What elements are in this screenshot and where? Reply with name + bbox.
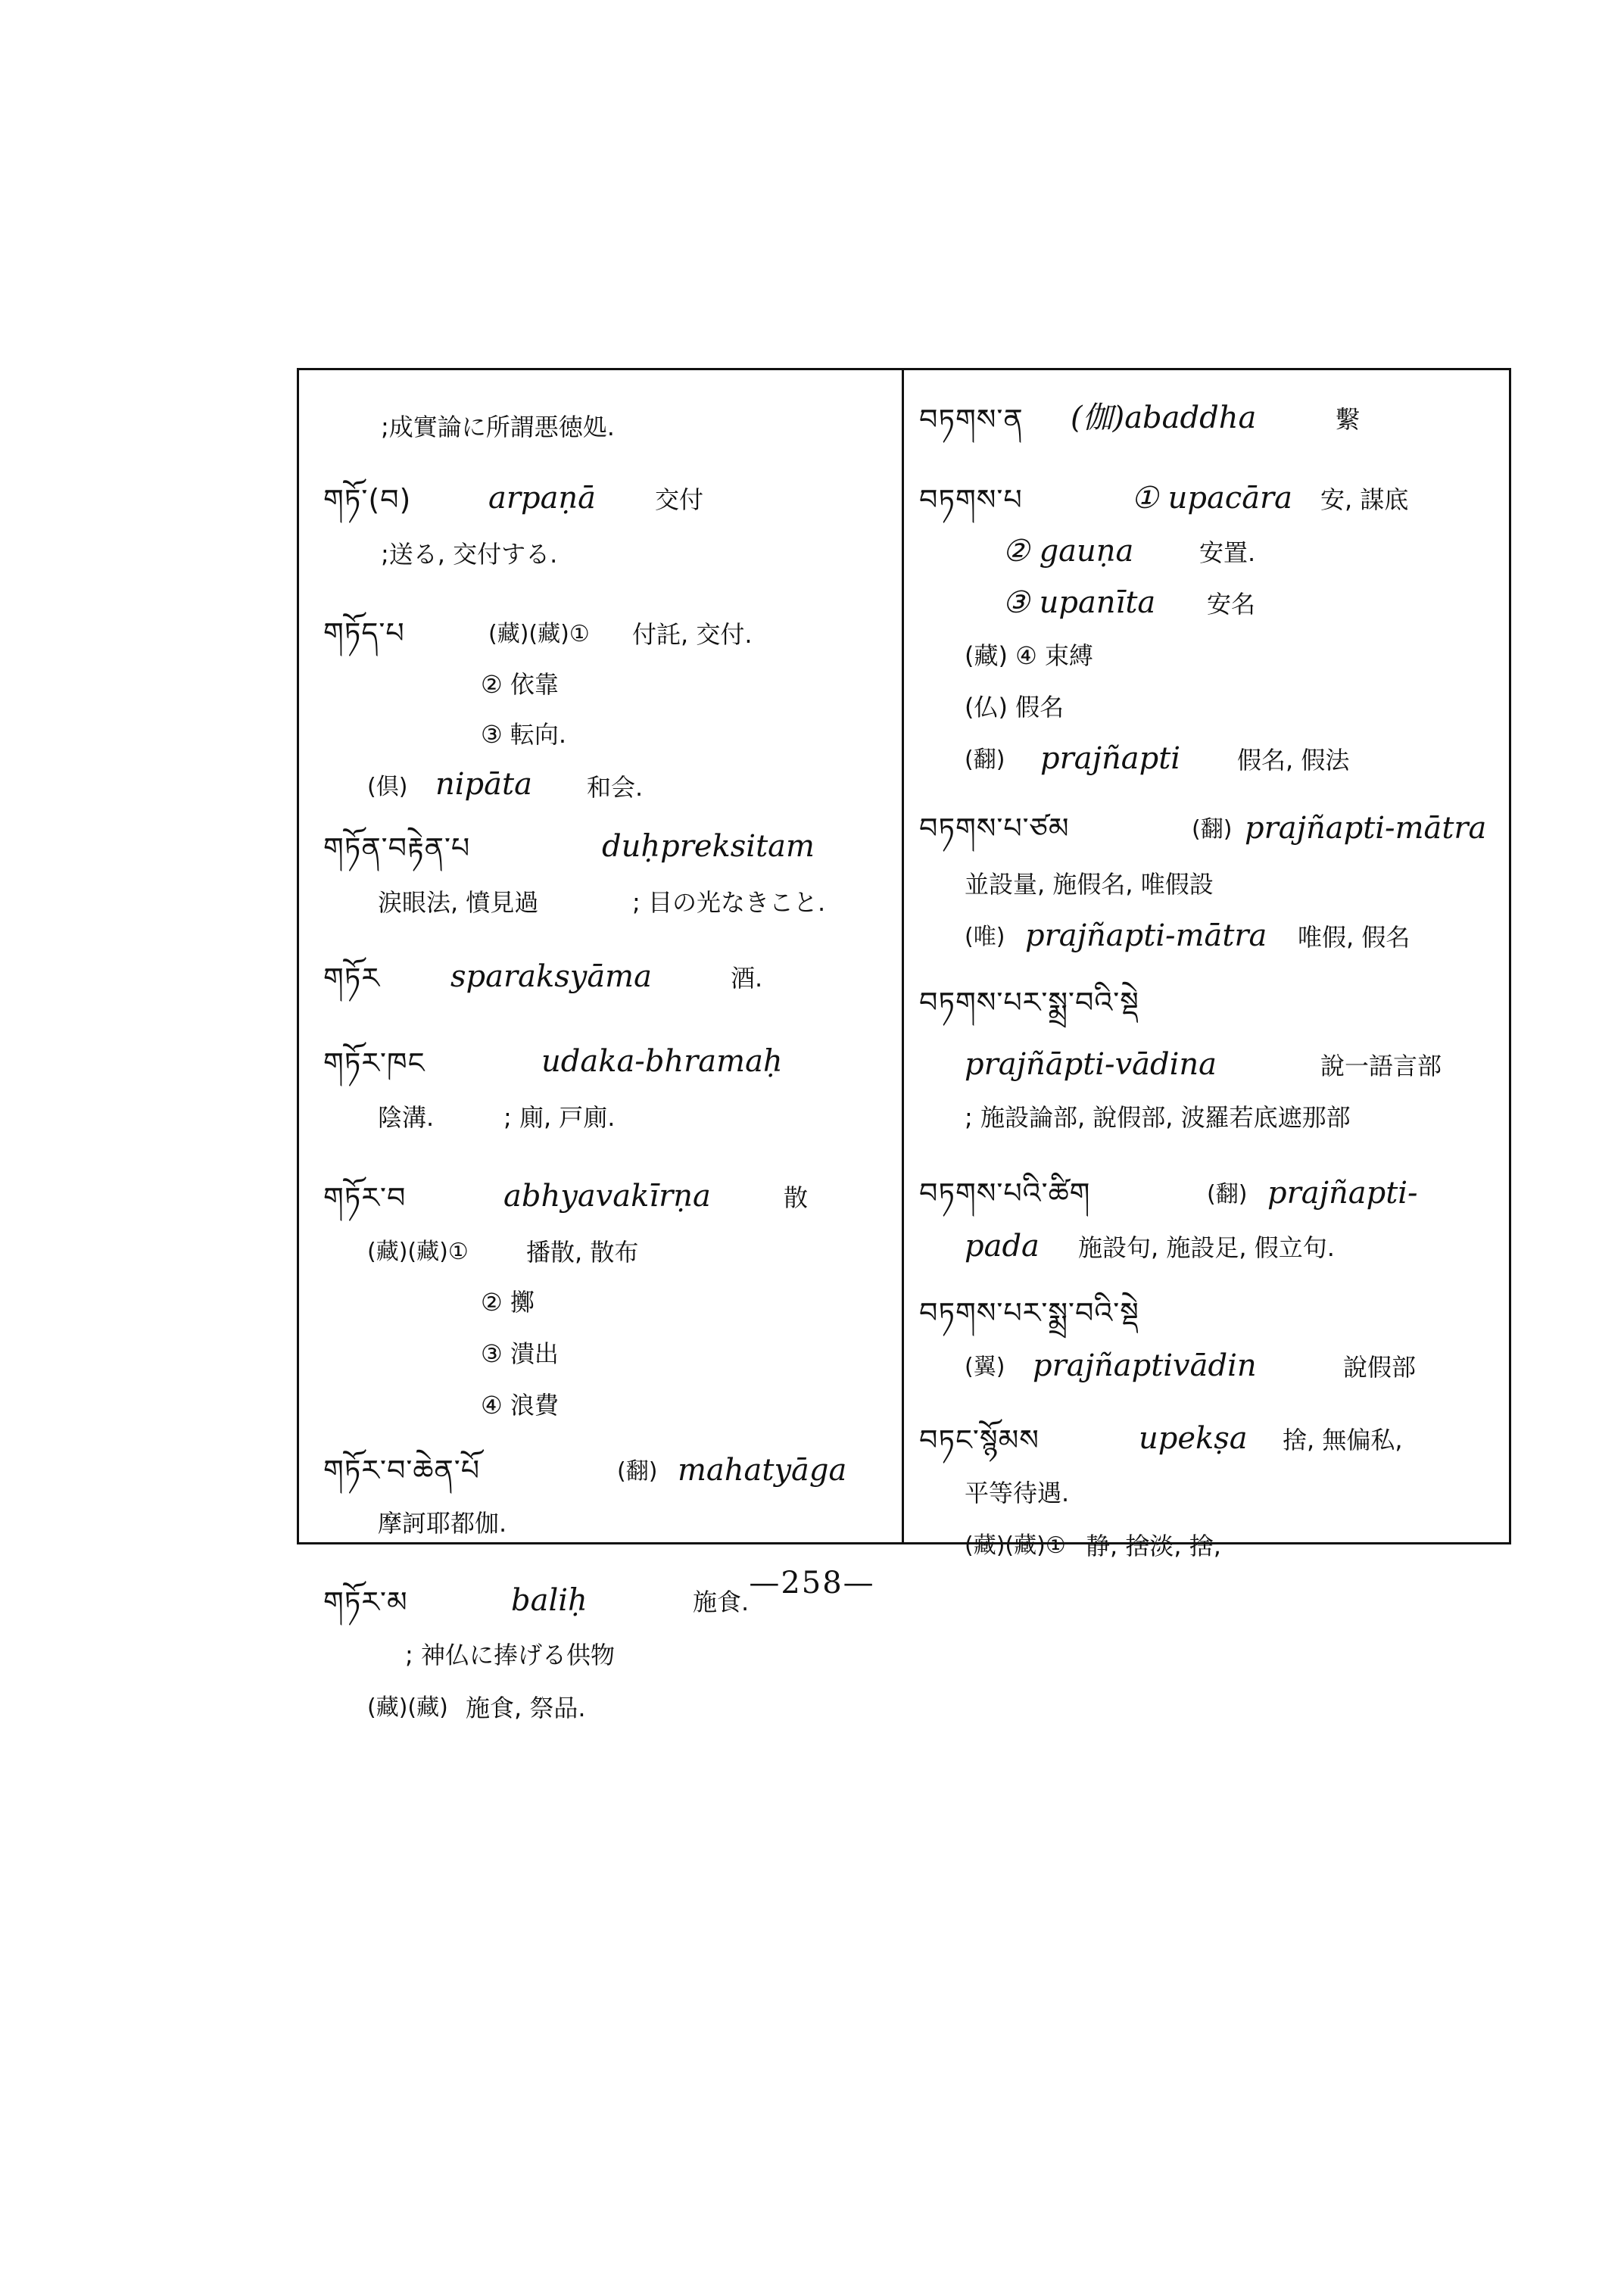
page-number: —258— xyxy=(749,1566,875,1601)
sanskrit-term: abhyavakīrṇa xyxy=(503,1179,711,1214)
gloss-text: (翻) xyxy=(965,746,1005,773)
gloss-text: 交付 xyxy=(655,485,704,514)
sanskrit-term: prajñāpti-vādina xyxy=(965,1047,1217,1082)
sanskrit-term: arpaṇā xyxy=(488,481,597,516)
gloss-text: 酒. xyxy=(731,964,763,993)
sanskrit-term: prajñaptivādin xyxy=(1033,1348,1257,1383)
gloss-text: (翻) xyxy=(617,1458,658,1485)
gloss-text: 唯假, 假名 xyxy=(1298,923,1410,952)
gloss-text: (藏)(藏)① xyxy=(367,1239,469,1265)
sanskrit-term: pada xyxy=(965,1229,1040,1264)
gloss-text: (翻) xyxy=(1192,816,1233,843)
sanskrit-term: ① upacāra xyxy=(1131,481,1293,516)
gloss-text: 平等待遇. xyxy=(965,1479,1070,1507)
gloss-text: 施設句, 施設足, 假立句. xyxy=(1078,1233,1335,1262)
gloss-text: 散 xyxy=(784,1183,809,1212)
gloss-text: 施食. xyxy=(693,1588,750,1616)
tibetan-headword: གཏོད་པ xyxy=(323,616,405,650)
gloss-text: 並設量, 施假名, 唯假設 xyxy=(965,870,1214,899)
sanskrit-term: duḥpreksitam xyxy=(602,829,815,864)
tibetan-headword: གཏོར་བ xyxy=(323,1181,407,1214)
gloss-text: 安名 xyxy=(1207,590,1256,619)
tibetan-headword: གཏོར་ཁང xyxy=(323,1046,425,1080)
gloss-text: 假名, 假法 xyxy=(1237,746,1350,775)
sanskrit-term: prajñapti xyxy=(1040,741,1181,776)
sanskrit-term: mahatyāga xyxy=(678,1453,847,1488)
gloss-text: ③ 潰出 xyxy=(481,1339,559,1368)
gloss-text: ② 依靠 xyxy=(481,670,559,699)
sanskrit-term: nipāta xyxy=(435,767,532,802)
tibetan-headword: གཏོར་བ་ཆེན་པོ xyxy=(323,1454,481,1487)
gloss-text: 繫 xyxy=(1336,405,1361,434)
tibetan-headword: གཏོར xyxy=(323,962,381,995)
gloss-text: (藏)(藏)① xyxy=(965,1532,1066,1559)
gloss-text: 静, 捨淡, 捨, xyxy=(1086,1532,1221,1560)
tibetan-headword: བཏང་སྙོམས xyxy=(919,1423,1040,1457)
right-column xyxy=(904,370,1509,1560)
gloss-text: ; 施設論部, 說假部, 波羅若底遮那部 xyxy=(965,1103,1351,1132)
gloss-text: 摩訶耶都伽. xyxy=(378,1509,507,1538)
gloss-text: 說一語言部 xyxy=(1320,1052,1442,1080)
gloss-text: 和会. xyxy=(587,773,644,802)
gloss-text: (仏) 假名 xyxy=(965,693,1064,722)
gloss-text: 付託, 交付. xyxy=(632,620,753,649)
gloss-text: 說假部 xyxy=(1343,1353,1417,1382)
tibetan-headword: བཏགས་པར་སྨྲ་བའི་སྡེ xyxy=(919,986,1139,1019)
tibetan-headword: གཏོར་མ xyxy=(323,1585,408,1619)
gloss-text: ; 神仏に捧げる供物 xyxy=(405,1641,615,1669)
gloss-text: ④ 浪費 xyxy=(481,1391,559,1420)
gloss-text: 安, 謀底 xyxy=(1320,485,1409,514)
sanskrit-term: prajñapti-mātra xyxy=(1025,918,1267,953)
gloss-text: (翻) xyxy=(1207,1181,1248,1208)
gloss-text: (藏) ④ 束縛 xyxy=(965,641,1094,670)
sanskrit-term: (伽)abaddha xyxy=(1071,401,1257,435)
gloss-text: 安置. xyxy=(1199,538,1256,567)
gloss-text: 陰溝. xyxy=(378,1103,435,1132)
gloss-text: ② 擲 xyxy=(481,1288,535,1317)
tibetan-headword: བཏགས་པར་སྨྲ་བའི་སྡེ xyxy=(919,1296,1139,1329)
sanskrit-term: sparaksyāma xyxy=(450,959,652,994)
sanskrit-term: prajñapti- xyxy=(1267,1176,1418,1211)
sanskrit-term: prajñapti-mātra xyxy=(1245,811,1487,846)
tibetan-headword: བཏགས་པ xyxy=(919,483,1023,516)
sanskrit-term: baliḥ xyxy=(511,1583,588,1618)
gloss-text: (唯) xyxy=(965,924,1005,950)
gloss-text: (翼) xyxy=(965,1354,1005,1380)
sanskrit-term: upekṣa xyxy=(1139,1421,1248,1456)
gloss-text: (藏)(藏) xyxy=(367,1694,448,1721)
gloss-text: ;送る, 交付する. xyxy=(381,540,558,569)
tibetan-headword: བཏགས་པ་ཙམ xyxy=(919,812,1070,845)
gloss-text: ;成實論に所謂悪徳処. xyxy=(381,413,615,441)
gloss-text: 捨, 無偏私, xyxy=(1283,1426,1403,1454)
gloss-text: (藏)(藏)① xyxy=(488,621,590,647)
gloss-text: 涙眼法, 憤見過 xyxy=(378,888,539,917)
sanskrit-term: udaka-bhramaḥ xyxy=(541,1044,783,1079)
gloss-text: ③ 転向. xyxy=(481,720,567,749)
tibetan-headword: བཏགས་པའི་ཚིག xyxy=(919,1177,1091,1210)
gloss-text: 施食, 祭品. xyxy=(466,1694,586,1722)
tibetan-headword: གཏོ་(བ) xyxy=(323,483,412,516)
gloss-text: (倶) xyxy=(367,774,408,800)
sanskrit-term: ② gauṇa xyxy=(1002,534,1134,569)
sanskrit-term: ③ upanīta xyxy=(1002,585,1156,620)
tibetan-headword: བཏགས་ན xyxy=(919,403,1024,436)
gloss-text: 播散, 散布 xyxy=(526,1238,639,1267)
gloss-text: ; 廁, 戸廁. xyxy=(503,1103,616,1132)
tibetan-headword: གཏོན་བརྟེན་པ xyxy=(323,831,471,865)
gloss-text: ; 目の光なきこと. xyxy=(632,888,826,917)
